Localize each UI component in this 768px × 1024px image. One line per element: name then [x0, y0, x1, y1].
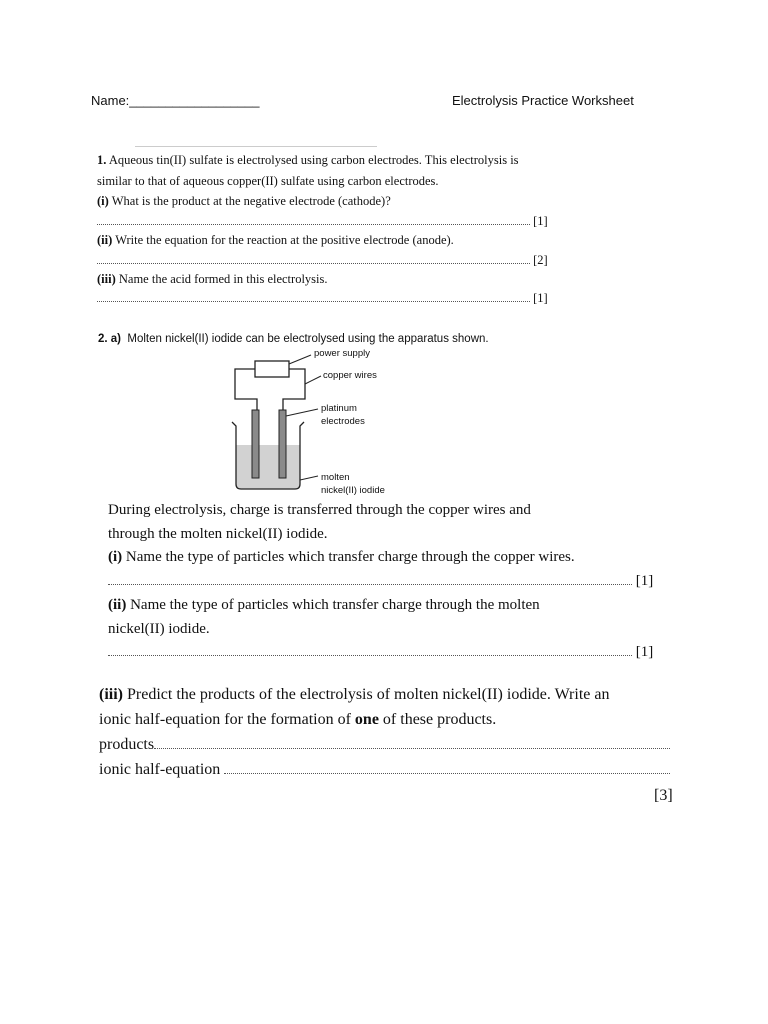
label-copper-wires: copper wires [323, 370, 377, 381]
q2-number: 2. a) [98, 333, 122, 345]
q2-part-iii-mark: [3] [654, 787, 673, 804]
products-answer-line [99, 736, 670, 754]
q1-intro-text1: Aqueous tin(II) sulfate is electrolysed using carbon electrodes. This electrolysis is [108, 153, 519, 167]
molten-liquid [236, 445, 300, 489]
divider [135, 146, 377, 147]
q1-part-ii [97, 233, 454, 248]
q2-part-ii-number: (ii) [108, 597, 127, 613]
q1-part-ii-number: (ii) [97, 233, 113, 247]
q2-part-iii-number: (iii) [99, 686, 123, 703]
q1-part-i [97, 194, 391, 209]
products-answer-dots[interactable] [154, 740, 670, 749]
q1-part-i-answer-line [97, 214, 548, 229]
q2-part-iii-text-a: ionic half-equation for the formation of [99, 711, 355, 728]
q1-part-i-number: (i) [97, 194, 109, 208]
q1-part-iii-text: Name the acid formed in this electrolysis. [118, 272, 328, 286]
q1-part-ii-text: Write the equation for the reaction at the positive electrode (anode). [115, 233, 454, 247]
leader-copper-wires [305, 376, 321, 384]
electrode-right [279, 410, 286, 478]
name-field-label: Name:__________________ [91, 93, 260, 108]
q2-part-i-number: (i) [108, 549, 123, 565]
q2-part-ii-answer-line [108, 644, 653, 661]
answer-dots[interactable] [97, 216, 530, 225]
electrolysis-apparatus-diagram [225, 344, 405, 500]
q1-intro-line2: similar to that of aqueous copper(II) sulfate using carbon electrodes. [97, 174, 439, 188]
half-equation-answer-line [99, 761, 670, 779]
q1-part-i-mark: [1] [533, 214, 548, 228]
q1-part-iii-mark: [1] [533, 291, 548, 305]
q2-part-i-answer-line [108, 573, 653, 590]
q2-part-i [108, 549, 575, 566]
q2-desc-line2: through the molten nickel(II) iodide. [108, 526, 328, 542]
q2-part-iii-line2 [99, 711, 496, 729]
answer-dots[interactable] [108, 647, 632, 656]
q1-part-iii [97, 272, 328, 287]
power-supply-box [255, 361, 289, 377]
label-molten: molten [321, 472, 350, 483]
label-platinum: platinum [321, 403, 357, 414]
electrode-left [252, 410, 259, 478]
q1-part-ii-mark: [2] [533, 253, 548, 267]
q2-part-ii-mark: [1] [635, 644, 654, 660]
leader-power-supply [289, 355, 311, 364]
answer-dots[interactable] [97, 255, 530, 264]
answer-dots[interactable] [97, 293, 530, 302]
half-equation-label: ionic half-equation [99, 761, 221, 778]
answer-dots[interactable] [108, 576, 632, 585]
q2-part-i-mark: [1] [635, 573, 654, 589]
half-equation-answer-dots[interactable] [224, 765, 670, 774]
q2-part-iii [99, 686, 609, 704]
q2-part-iii-text: Predict the products of the electrolysis of molten nickel(II) iodide. Write an [127, 686, 610, 703]
copper-wire-left [235, 369, 257, 416]
q1-part-iii-number: (iii) [97, 272, 116, 286]
q2-part-i-text: Name the type of particles which transfer charge through the copper wires. [125, 549, 575, 565]
q2-part-iii-text-c: of these products. [378, 711, 497, 728]
q2-part-ii-text: Name the type of particles which transfer charge through the molten [130, 597, 540, 613]
products-label: products [99, 736, 155, 753]
label-power-supply: power supply [314, 348, 370, 359]
leader-molten [300, 476, 318, 480]
leader-platinum [286, 409, 318, 416]
label-nickel-iodide: nickel(II) iodide [321, 485, 385, 496]
q1-number: 1. [97, 153, 107, 167]
q1-part-ii-answer-line [97, 253, 548, 268]
q2-intro-text: Molten nickel(II) iodide can be electrolysed using the apparatus shown. [127, 333, 489, 345]
label-electrodes: electrodes [321, 416, 365, 427]
q1-part-iii-answer-line [97, 291, 548, 306]
worksheet-title: Electrolysis Practice Worksheet [452, 93, 634, 108]
q2-desc-line1: During electrolysis, charge is transferred through the copper wires and [108, 502, 531, 518]
q1-intro-line1 [97, 153, 519, 168]
q1-part-i-text: What is the product at the negative electrode (cathode)? [111, 194, 391, 208]
q2-part-iii-emphasis: one [354, 711, 379, 728]
q2-part-ii-line2: nickel(II) iodide. [108, 621, 210, 637]
q2-part-ii [108, 597, 540, 614]
